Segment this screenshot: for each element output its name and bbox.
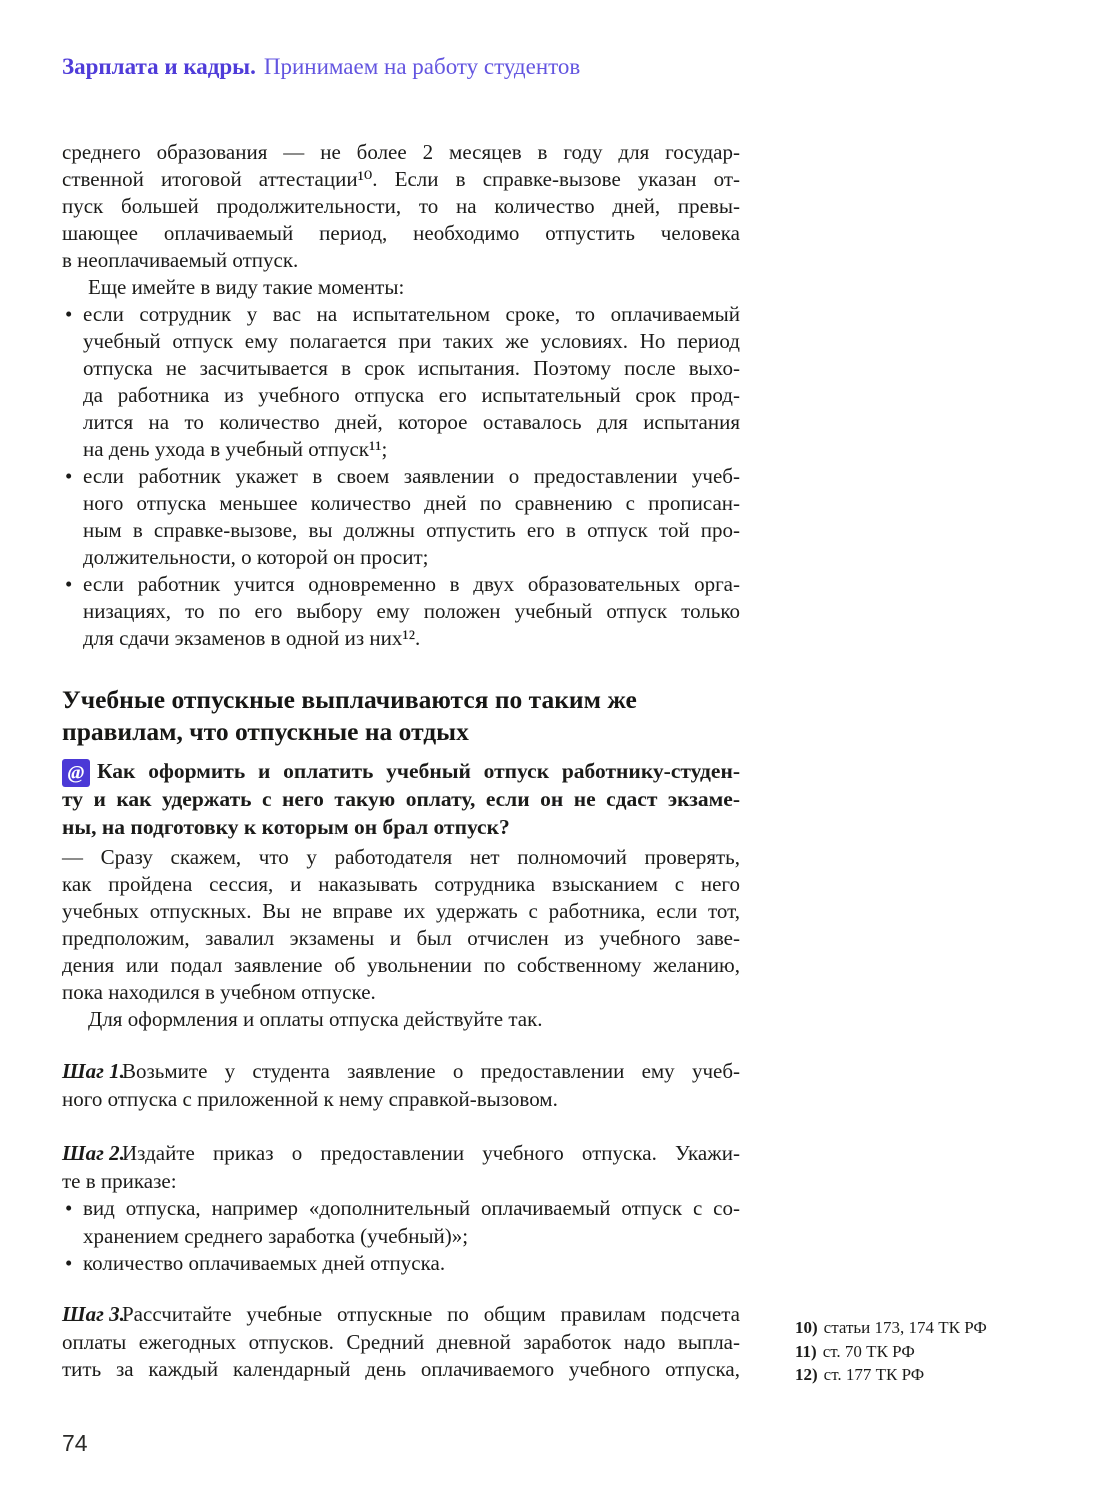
- step-1: [62, 1058, 740, 1113]
- step-2-bullet-list: [62, 1195, 740, 1278]
- step-label: Шаг 3.: [62, 1302, 125, 1326]
- answer-section: [62, 844, 740, 1033]
- step-text: Рассчитайте учебные отпускные по общим правилам подсчета оплаты ежегодных отпусков. Средний дневной заработок надо выпла- тить за каждый календарный день оплачиваемого учебного отпуска,: [62, 1302, 740, 1381]
- footnote-text: ст. 177 ТК РФ: [823, 1365, 925, 1384]
- step-text: Издайте приказ о предоставлении учебного отпуска. Укажи- те в приказе:: [62, 1141, 740, 1193]
- intro-section: [62, 139, 740, 652]
- list-item: [62, 571, 740, 652]
- at-icon: @: [62, 759, 90, 787]
- footnote-text: статьи 173, 174 ТК РФ: [823, 1318, 987, 1337]
- footnote-number: 12): [795, 1365, 818, 1384]
- footnote-number: 10): [795, 1318, 818, 1337]
- step-3: [62, 1301, 740, 1384]
- footnotes: [795, 1316, 987, 1387]
- list-item: [62, 301, 740, 463]
- header-subtitle: Принимаем на работу студентов: [263, 54, 581, 79]
- list-item-text: • вид отпуска, например «дополнительный оплачиваемый отпуск с со- хранением среднего заработка (учебный)»;: [83, 1196, 740, 1248]
- list-item-text: • если сотрудник у вас на испытательном сроке, то оплачиваемый учебный отпуск ему полагается при таких же условиях. Но период отпуска не засчитывается в срок испытания. Поэтому после выхо- да работника из учебного отпуска его испытательный срок прод- лится на то количество дней, которое оставалось для испытания на день ухода в учебный отпуск¹¹;: [83, 302, 740, 461]
- footnote: [795, 1363, 987, 1387]
- bullet-list: [62, 301, 740, 652]
- step-2: [62, 1140, 740, 1278]
- list-item: [62, 463, 740, 571]
- note-line: Еще имейте в виду такие моменты:: [88, 275, 405, 299]
- running-head: [62, 53, 580, 81]
- intro-paragraph: среднего образования — не более 2 месяцев в году для государ- ственной итоговой аттестации¹⁰. Если в справке-вызове указан от- пуск большей продолжительности, то на количество дней, превы- шающее оплачиваемый период, необходимо отпустить человека в неоплачиваемый отпуск.: [62, 140, 740, 272]
- footnote-text: ст. 70 ТК РФ: [822, 1341, 915, 1361]
- question-text: Как оформить и оплатить учебный отпуск работнику-студен- ту и как удержать с него такую оплату, если он не сдаст экзаме- ны, на подготовку к которым он брал отпуск?: [62, 759, 740, 839]
- closing-line: Для оформления и оплаты отпуска действуйте так.: [88, 1007, 543, 1031]
- list-item-text: • если работник учится одновременно в двух образовательных орга- низациях, то по его выбору ему положен учебный отпуск только для сдачи экзаменов в одной из них¹².: [83, 572, 740, 650]
- list-item: [62, 1195, 740, 1250]
- step-text: Возьмите у студента заявление о предоставлении ему учеб- ного отпуска с приложенной к нему справкой-вызовом.: [62, 1059, 740, 1111]
- section-heading: Учебные отпускные выплачиваются по таким же правилам, что отпускные на отдых: [62, 685, 637, 746]
- page-number: 74: [62, 1430, 88, 1456]
- list-item-text: • если работник укажет в своем заявлении о предоставлении учеб- ного отпуска меньшее количество дней по сравнению с прописан- ным в справке-вызове, вы должны отпустить его в отпуск той про- должительности, о которой он просит;: [83, 464, 740, 569]
- footnote-number: 11): [795, 1341, 817, 1361]
- step-label: Шаг 1.: [62, 1059, 125, 1083]
- brand-title: Зарплата и кадры.: [62, 54, 256, 79]
- list-item: [62, 1250, 740, 1278]
- footnote: [795, 1316, 987, 1340]
- footnote: [795, 1340, 987, 1364]
- list-item-text: • количество оплачиваемых дней отпуска.: [83, 1251, 446, 1275]
- step-label: Шаг 2.: [62, 1141, 125, 1165]
- question-block: [62, 757, 740, 841]
- answer-paragraph: — Сразу скажем, что у работодателя нет полномочий проверять, как пройдена сессия, и наказывать сотрудника взысканием с него учебных отпускных. Вы не вправе их удержать с работника, если тот, предположим, завалил экзамены и был отчислен из учебного заве- дения или подал заявление об увольнении по собственному желанию, пока находился в учебном отпуске.: [62, 845, 740, 1004]
